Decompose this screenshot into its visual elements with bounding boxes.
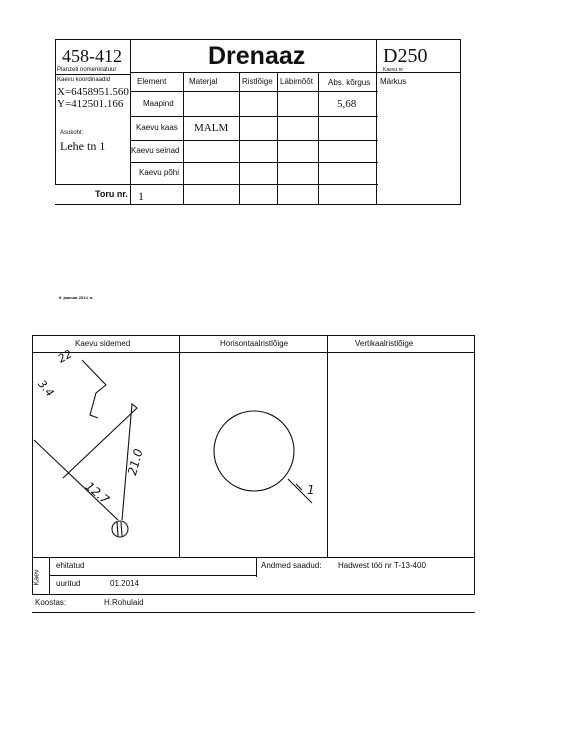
coord-x: X=6458951.560	[57, 86, 129, 98]
coords-label: Kaevu koordinaadid	[57, 77, 111, 83]
updated-value: 01.2014	[110, 579, 139, 588]
map-sheet-number: 458-412	[62, 46, 122, 66]
document-title: Drenaaz	[208, 42, 306, 70]
built-label: ehitatud	[56, 561, 85, 570]
date-line: 9. jaanuar 2014. a.	[59, 295, 94, 300]
data-from-label: Andmed saadud:	[261, 561, 322, 570]
well-number-label: Kaevu nr	[383, 67, 404, 73]
col-header-abs-height: Abs. kõrgus	[328, 78, 371, 87]
panel-header-vertical: Vertikaalristlõige	[355, 339, 414, 348]
sketch-label-side: 3.4	[35, 377, 57, 400]
coord-y: Y=412501.166	[57, 98, 124, 110]
panel-header-links: Kaevu sidemed	[75, 339, 131, 348]
table-row-element: Kaevu seinad	[131, 146, 180, 155]
side-label: Kaev	[33, 569, 41, 586]
location-value: Lehe tn 1	[60, 139, 106, 153]
table-row-element: Maapind	[143, 99, 174, 108]
map-sheet-label: Planzeti nomenklatuur	[57, 67, 117, 73]
compiled-value: H.Rohulaid	[104, 598, 144, 607]
col-header-element: Element	[137, 77, 167, 86]
table-row-material: MALM	[194, 122, 229, 134]
sketch-label-bottom: 12.7	[82, 479, 113, 507]
sketch-label-top: 22	[55, 347, 75, 366]
pipe-no-value: 1	[138, 189, 144, 203]
table-row-element: Kaevu kaas	[136, 123, 178, 132]
horizontal-label: 1	[307, 483, 315, 497]
well-number: D250	[383, 45, 428, 67]
col-header-diameter: Läbimõõt	[280, 77, 313, 86]
table-row-abs-height: 5,68	[337, 98, 357, 110]
sketch-label-long: 21.0	[125, 447, 146, 477]
col-header-cross-section: Ristlõige	[242, 77, 273, 86]
table-row-element: Kaevu põhi	[139, 168, 180, 177]
panel-header-horizontal: Horisontaalristlõige	[220, 339, 289, 348]
compiled-label: Koostas:	[35, 598, 67, 607]
col-header-notes: Märkus	[380, 77, 407, 86]
data-from-value: Hadwest töö nr T-13-400	[338, 561, 426, 570]
col-header-material: Materjal	[189, 77, 218, 86]
updated-label: uuritud	[56, 579, 81, 588]
location-label: Asukoht:	[60, 130, 84, 136]
pipe-no-label: Toru nr.	[95, 189, 128, 199]
